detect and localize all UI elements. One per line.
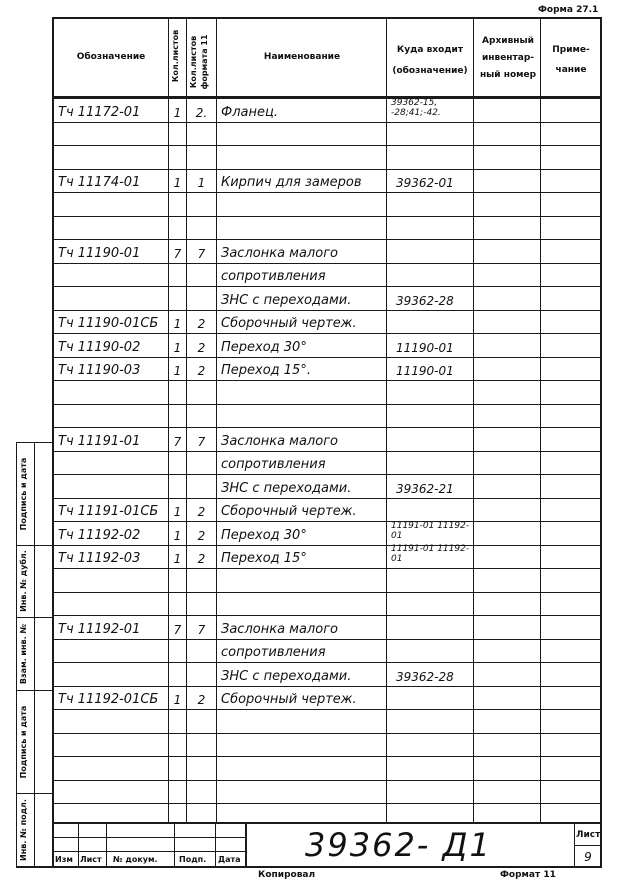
cell-designation: Тч 11192-01СБ bbox=[58, 692, 159, 707]
cell-format11: 2. bbox=[195, 106, 208, 120]
header-name: Наименование bbox=[263, 52, 341, 62]
footer-list: Лист bbox=[80, 855, 102, 864]
sheet-number: 9 bbox=[584, 850, 592, 864]
cell-format11: 2 bbox=[197, 341, 206, 355]
footer-data: Дата bbox=[218, 855, 241, 864]
col-line-4 bbox=[386, 17, 387, 823]
cell-designation: Тч 11174-01 bbox=[58, 175, 141, 190]
cell-where-used: 39362-28 bbox=[396, 670, 454, 684]
footer-row-line-1 bbox=[52, 837, 246, 838]
cell-where-used: 39362-15, -28;41;-42. bbox=[391, 98, 441, 118]
sheet-label: Лист bbox=[576, 830, 601, 840]
row-line bbox=[52, 803, 602, 804]
header-sheet-count: Кол.листов bbox=[171, 29, 180, 83]
copied-label: Копировал bbox=[258, 870, 316, 880]
cell-sheets: 1 bbox=[173, 552, 182, 566]
cell-name: Сборочный чертеж. bbox=[221, 692, 357, 707]
row-line bbox=[52, 756, 602, 757]
row-line bbox=[52, 192, 602, 193]
cell-format11: 1 bbox=[197, 176, 206, 190]
cell-designation: Тч 11191-01 bbox=[58, 434, 141, 449]
side-sep-3 bbox=[16, 690, 53, 691]
cell-designation: Тч 11190-03 bbox=[58, 363, 141, 378]
row-line bbox=[52, 545, 602, 546]
row-line bbox=[52, 145, 602, 146]
cell-format11: 7 bbox=[197, 247, 206, 261]
side-sep-4 bbox=[16, 793, 53, 794]
cell-name: Переход 15°. bbox=[221, 363, 311, 378]
side-label-sign-date-1: Подпись и дата bbox=[19, 457, 28, 531]
cell-sheets: 1 bbox=[173, 529, 182, 543]
row-line bbox=[52, 404, 602, 405]
cell-designation: Тч 11190-02 bbox=[58, 340, 141, 355]
cell-where-used: 39362-01 bbox=[396, 176, 454, 190]
cell-name: ЗНС с переходами. bbox=[221, 293, 352, 308]
col-line-6 bbox=[540, 17, 541, 823]
footer-col-5 bbox=[245, 822, 247, 867]
cell-name: сопротивления bbox=[221, 457, 326, 472]
cell-where-used: 11191-01 11192-01 bbox=[391, 544, 470, 564]
document-code: 39362- Д1 bbox=[305, 826, 492, 864]
row-line bbox=[52, 286, 602, 287]
cell-name: Переход 30° bbox=[221, 340, 307, 355]
header-where-used: Куда входит (обозначение) bbox=[392, 45, 468, 76]
cell-name: сопротивления bbox=[221, 269, 326, 284]
cell-designation: Тч 11191-01СБ bbox=[58, 504, 159, 519]
cell-where-used: 39362-21 bbox=[396, 482, 454, 496]
side-label-original-inv: Инв. № подл. bbox=[19, 799, 28, 861]
header-note: Приме-чание bbox=[552, 45, 590, 75]
cell-format11: 2 bbox=[197, 505, 206, 519]
footer-col-1 bbox=[78, 822, 79, 867]
row-line bbox=[52, 333, 602, 334]
col-line-5 bbox=[473, 17, 474, 823]
cell-sheets: 1 bbox=[173, 693, 182, 707]
cell-format11: 7 bbox=[197, 623, 206, 637]
cell-name: сопротивления bbox=[221, 645, 326, 660]
row-line bbox=[52, 310, 602, 311]
side-sep-2 bbox=[16, 617, 53, 618]
row-line bbox=[52, 169, 602, 170]
cell-name: Кирпич для замеров bbox=[221, 175, 362, 190]
row-line bbox=[52, 639, 602, 640]
footer-col-3 bbox=[174, 822, 175, 867]
cell-sheets: 1 bbox=[173, 341, 182, 355]
row-line bbox=[52, 592, 602, 593]
cell-designation: Тч 11190-01 bbox=[58, 246, 141, 261]
side-strip-top bbox=[16, 442, 53, 443]
row-line bbox=[52, 216, 602, 217]
cell-format11: 7 bbox=[197, 435, 206, 449]
cell-designation: Тч 11192-01 bbox=[58, 622, 141, 637]
cell-name: Переход 30° bbox=[221, 528, 307, 543]
cell-name: Сборочный чертеж. bbox=[221, 316, 357, 331]
col-line-3 bbox=[216, 17, 217, 823]
row-line bbox=[52, 427, 602, 428]
cell-name: ЗНС с переходами. bbox=[221, 481, 352, 496]
row-line bbox=[52, 709, 602, 710]
side-label-replace-inv: Взам. инв. № bbox=[19, 623, 28, 685]
cell-format11: 2 bbox=[197, 317, 206, 331]
cell-name: Фланец. bbox=[221, 105, 278, 120]
frame-bottom bbox=[16, 866, 602, 868]
footer-sheet-line bbox=[574, 845, 602, 846]
cell-format11: 2 bbox=[197, 693, 206, 707]
header-archive-number: Архивный инвентар-ный номер bbox=[479, 36, 537, 80]
row-line bbox=[52, 498, 602, 499]
row-line bbox=[52, 780, 602, 781]
row-line bbox=[52, 474, 602, 475]
row-line bbox=[52, 98, 602, 99]
cell-name: Заслонка малого bbox=[221, 434, 338, 449]
row-line bbox=[52, 662, 602, 663]
footer-top-line bbox=[52, 822, 602, 824]
cell-where-used: 11190-01 bbox=[396, 341, 454, 355]
row-line bbox=[52, 521, 602, 522]
side-strip-mid bbox=[34, 442, 35, 867]
cell-sheets: 1 bbox=[173, 364, 182, 378]
row-line bbox=[52, 451, 602, 452]
footer-row-line-2 bbox=[52, 851, 246, 852]
footer-col-4 bbox=[215, 822, 216, 867]
cell-sheets: 7 bbox=[173, 435, 182, 449]
cell-designation: Тч 11192-03 bbox=[58, 551, 141, 566]
format-label: Формат 11 bbox=[500, 870, 556, 880]
cell-where-used: 11191-01 11192-01 bbox=[391, 521, 470, 541]
footer-izm: Изм bbox=[55, 855, 73, 864]
cell-designation: Тч 11172-01 bbox=[58, 105, 141, 120]
row-line bbox=[52, 568, 602, 569]
row-line bbox=[52, 357, 602, 358]
cell-sheets: 7 bbox=[173, 247, 182, 261]
row-line bbox=[52, 733, 602, 734]
row-line bbox=[52, 615, 602, 616]
header-format-11: Кол.листов формата 11 bbox=[189, 34, 209, 90]
cell-designation: Тч 11192-02 bbox=[58, 528, 141, 543]
cell-name: Сборочный чертеж. bbox=[221, 504, 357, 519]
side-label-dup-inv: Инв. № дубл. bbox=[19, 550, 28, 612]
side-strip-left bbox=[16, 442, 17, 867]
cell-sheets: 1 bbox=[173, 106, 182, 120]
cell-name: Заслонка малого bbox=[221, 246, 338, 261]
cell-format11: 2 bbox=[197, 552, 206, 566]
row-line bbox=[52, 686, 602, 687]
cell-name: Заслонка малого bbox=[221, 622, 338, 637]
row-line bbox=[52, 380, 602, 381]
cell-sheets: 1 bbox=[173, 176, 182, 190]
cell-format11: 2 bbox=[197, 529, 206, 543]
cell-name: ЗНС с переходами. bbox=[221, 669, 352, 684]
cell-sheets: 1 bbox=[173, 317, 182, 331]
cell-where-used: 39362-28 bbox=[396, 294, 454, 308]
cell-sheets: 7 bbox=[173, 623, 182, 637]
cell-designation: Тч 11190-01СБ bbox=[58, 316, 159, 331]
form-label: Форма 27.1 bbox=[538, 5, 599, 15]
footer-doc-no: № докум. bbox=[113, 855, 158, 864]
frame-top bbox=[52, 17, 602, 19]
cell-format11: 2 bbox=[197, 364, 206, 378]
footer-podp: Подп. bbox=[179, 855, 207, 864]
row-line bbox=[52, 122, 602, 123]
header-designation: Обозначение bbox=[76, 52, 146, 62]
row-line bbox=[52, 263, 602, 264]
cell-where-used: 11190-01 bbox=[396, 364, 454, 378]
cell-name: Переход 15° bbox=[221, 551, 307, 566]
side-label-sign-date-2: Подпись и дата bbox=[19, 705, 28, 779]
row-line bbox=[52, 239, 602, 240]
cell-sheets: 1 bbox=[173, 505, 182, 519]
footer-col-2 bbox=[106, 822, 107, 867]
